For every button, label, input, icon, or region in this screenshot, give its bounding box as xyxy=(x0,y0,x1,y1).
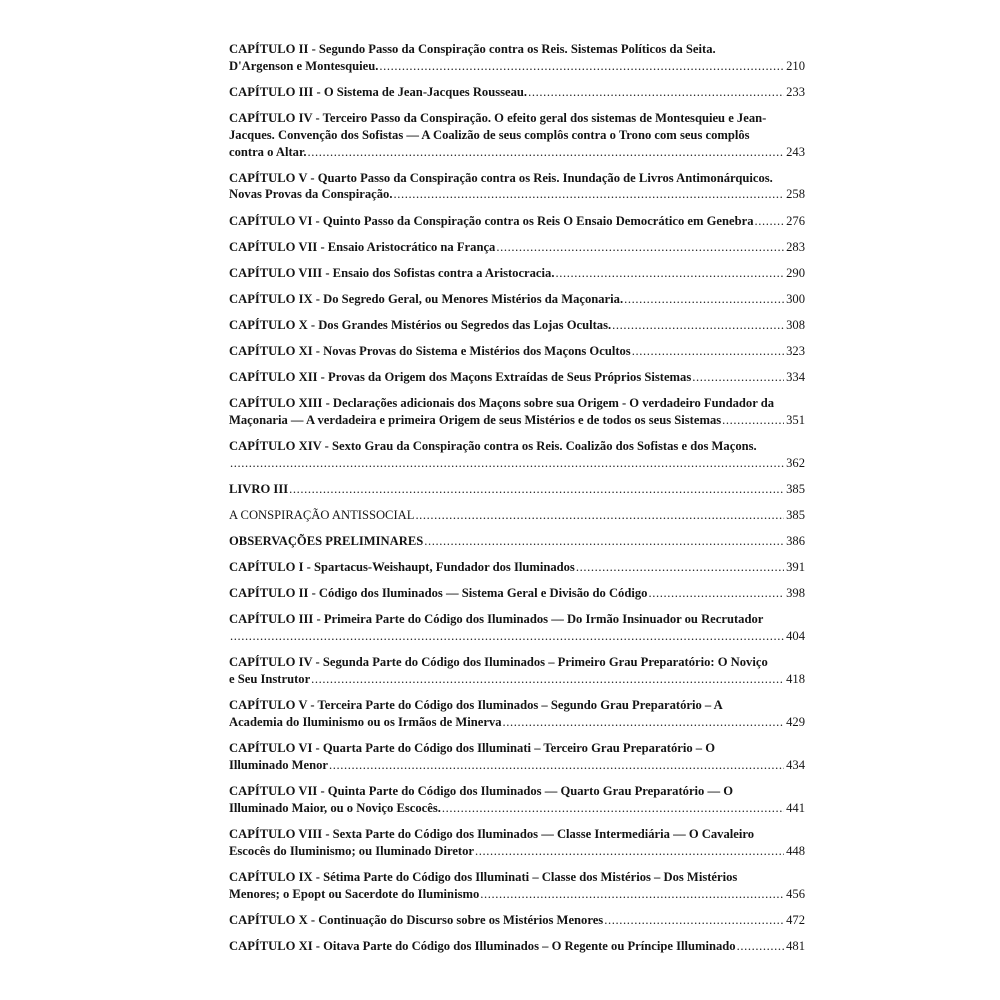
page-number: 448 xyxy=(786,843,805,858)
toc-entry-title-line: Jacques. Convenção dos Sofistas — A Coalizão de seus complôs contra o Trono com seus complôs xyxy=(229,127,750,142)
dot-leader xyxy=(722,412,784,429)
page-number: 210 xyxy=(786,58,805,73)
dot-leader xyxy=(624,291,784,308)
page-number: 276 xyxy=(786,213,805,228)
page-number: 385 xyxy=(786,482,805,496)
page-number: 391 xyxy=(786,560,805,575)
dot-leader xyxy=(308,144,785,161)
toc-entry-title-line: A CONSPIRAÇÃO ANTISSOCIAL xyxy=(229,508,415,523)
toc-entry-title-line: Illuminado Menor xyxy=(229,757,329,772)
dot-leader xyxy=(496,239,784,256)
page-number: 456 xyxy=(786,886,805,901)
toc-entry-title-line: Illuminado Maior, ou o Noviço Escocês. xyxy=(229,800,441,815)
toc-entry-title-line: CAPÍTULO VIII - Sexta Parte do Código dos Iluminados — Classe Intermediária — O Cavaleiro xyxy=(229,826,754,841)
toc-entry-title-line: contra o Altar. xyxy=(229,144,307,159)
toc-entry xyxy=(229,869,805,903)
page-number: 308 xyxy=(786,317,805,332)
toc-entry-title-line: Novas Provas da Conspiração. xyxy=(229,187,393,202)
toc-entry xyxy=(229,611,805,645)
toc-entry xyxy=(229,239,805,256)
toc-entry xyxy=(229,585,805,602)
toc-entry xyxy=(229,395,805,429)
toc-entry-title-line: CAPÍTULO VII - Quinta Parte do Código dos Iluminados — Quarto Grau Preparatório — O xyxy=(229,784,734,799)
toc-entry-title-line: CAPÍTULO VII - Ensaio Aristocrático na França xyxy=(229,239,496,254)
dot-leader xyxy=(632,343,784,360)
toc-entry-title-line: CAPÍTULO XI - Novas Provas do Sistema e Mistérios dos Maçons Ocultos xyxy=(229,344,631,359)
toc-entry xyxy=(229,110,805,160)
page-number: 404 xyxy=(786,629,805,644)
toc-entry xyxy=(229,291,805,308)
page-number: 418 xyxy=(786,672,805,687)
toc-entry xyxy=(229,559,805,576)
toc-entry-title-line: e Seu Instrutor xyxy=(229,672,311,687)
toc-entry-title-line: CAPÍTULO XII - Provas da Origem dos Maçons Extraídas de Seus Próprios Sistemas xyxy=(229,370,692,385)
toc-entry-title-line: OBSERVAÇÕES PRELIMINARES xyxy=(229,534,424,549)
dot-leader xyxy=(604,912,784,929)
toc-entry-title-line: CAPÍTULO IV - Segunda Parte do Código dos Iluminados – Primeiro Grau Preparatório: O Noviço xyxy=(229,655,768,670)
page-number: 362 xyxy=(786,455,805,470)
toc-entry xyxy=(229,41,805,75)
toc-entry xyxy=(229,740,805,774)
page-number: 283 xyxy=(786,239,805,254)
toc-entry-title-line: CAPÍTULO IX - Sétima Parte do Código dos Illuminati – Classe dos Mistérios – Dos Mistérios xyxy=(229,869,738,884)
toc-entry-title-line: CAPÍTULO X - Continuação do Discurso sobre os Mistérios Menores xyxy=(229,912,604,927)
toc-entry xyxy=(229,507,805,524)
dot-leader xyxy=(415,507,784,524)
toc-entry xyxy=(229,533,805,550)
toc-entry-title-line: Academia do Iluminismo ou os Irmãos de Minerva xyxy=(229,715,502,730)
page-number: 434 xyxy=(786,757,805,772)
toc-entry-title-line: CAPÍTULO VIII - Ensaio dos Sofistas contra a Aristocracia. xyxy=(229,265,555,280)
toc-entry-title-line: Maçonaria — A verdadeira e primeira Origem de seus Mistérios e de todos os seus Sistemas xyxy=(229,413,722,428)
dot-leader xyxy=(612,317,784,334)
page-number: 290 xyxy=(786,265,805,280)
toc-entry-title-line: CAPÍTULO VI - Quarta Parte do Código dos Illuminati – Terceiro Grau Preparatório – O xyxy=(229,741,716,756)
dot-leader xyxy=(755,213,785,230)
toc-entry xyxy=(229,912,805,929)
toc-entry-title-line: Menores; o Epopt ou Sacerdote do Iluminismo xyxy=(229,886,480,901)
dot-leader xyxy=(692,369,784,386)
toc-entry xyxy=(229,84,805,101)
page-number: 398 xyxy=(786,586,805,601)
toc-entry-title-line: CAPÍTULO V - Terceira Parte do Código dos Iluminados – Segundo Grau Preparatório – A xyxy=(229,698,723,713)
dot-leader xyxy=(311,671,784,688)
toc-entry-title-line: Escocês do Iluminismo; ou Iluminado Diretor xyxy=(229,843,475,858)
toc-entry xyxy=(229,343,805,360)
dot-leader xyxy=(442,800,784,817)
toc-entry xyxy=(229,369,805,386)
page-number: 385 xyxy=(786,508,805,523)
toc-entry xyxy=(229,826,805,860)
dot-leader xyxy=(555,265,784,282)
dot-leader xyxy=(424,533,784,550)
toc-entry xyxy=(229,438,805,472)
toc-entry-title-line: D'Argenson e Montesquieu. xyxy=(229,58,379,73)
toc-entry-title-line: CAPÍTULO I - Spartacus-Weishaupt, Fundador dos Iluminados xyxy=(229,560,575,575)
page-number: 334 xyxy=(786,370,805,385)
toc-entry-title-line: CAPÍTULO IV - Terceiro Passo da Conspiração. O efeito geral dos sistemas de Montesquieu e Jean- xyxy=(229,110,767,125)
dot-leader xyxy=(289,481,784,498)
toc-entry-title-line: CAPÍTULO II - Código dos Iluminados — Sistema Geral e Divisão do Código xyxy=(229,586,648,601)
toc-entry-title-line: CAPÍTULO XIII - Declarações adicionais dos Maçons sobre sua Origem - O verdadeiro Fundador da xyxy=(229,396,775,411)
dot-leader xyxy=(329,757,784,774)
dot-leader xyxy=(230,628,784,645)
page-number: 243 xyxy=(786,144,805,159)
toc-entry xyxy=(229,654,805,688)
dot-leader xyxy=(648,585,784,602)
toc-entry-title-line: CAPÍTULO XI - Oitava Parte do Código dos Illuminados – O Regente ou Príncipe Illuminado xyxy=(229,938,736,953)
toc-entry-title-line: CAPÍTULO VI - Quinto Passo da Conspiração contra os Reis O Ensaio Democrático em Genebra xyxy=(229,213,754,228)
toc-entry-title-line: CAPÍTULO III - Primeira Parte do Código dos Iluminados — Do Irmão Insinuador ou Recrutador xyxy=(229,612,764,627)
toc-entry xyxy=(229,170,805,204)
page-number: 441 xyxy=(786,800,805,815)
toc-entry-title-line: CAPÍTULO IX - Do Segredo Geral, ou Menores Mistérios da Maçonaria. xyxy=(229,291,624,306)
toc-entry xyxy=(229,213,805,230)
dot-leader xyxy=(503,714,785,731)
dot-leader xyxy=(230,455,784,472)
dot-leader xyxy=(576,559,784,576)
toc-entry-title-line: LIVRO III xyxy=(229,482,289,496)
page-number: 233 xyxy=(786,84,805,99)
toc-entry xyxy=(229,697,805,731)
dot-leader xyxy=(480,886,784,903)
dot-leader xyxy=(528,84,784,101)
toc-entry xyxy=(229,783,805,817)
page-number: 351 xyxy=(786,413,805,428)
page-number: 323 xyxy=(786,344,805,359)
dot-leader xyxy=(379,58,784,75)
dot-leader xyxy=(394,186,785,203)
toc-entry xyxy=(229,481,805,498)
dot-leader xyxy=(475,843,784,860)
toc-entry-title-line: CAPÍTULO XIV - Sexto Grau da Conspiração contra os Reis. Coalizão dos Sofistas e dos Maçons. xyxy=(229,439,757,454)
dot-leader xyxy=(737,938,785,955)
toc-entry-title-line: CAPÍTULO X - Dos Grandes Mistérios ou Segredos das Lojas Ocultas. xyxy=(229,317,612,332)
toc-entry xyxy=(229,938,805,955)
page-number: 472 xyxy=(786,912,805,927)
toc-entry xyxy=(229,317,805,334)
toc-entry xyxy=(229,265,805,282)
page-number: 481 xyxy=(786,938,805,953)
table-of-contents xyxy=(229,41,805,964)
page-number: 429 xyxy=(786,715,805,730)
toc-entry-title-line: CAPÍTULO II - Segundo Passo da Conspiração contra os Reis. Sistemas Políticos da Seita. xyxy=(229,42,716,56)
page-number: 386 xyxy=(786,534,805,549)
page-number: 300 xyxy=(786,291,805,306)
toc-entry-title-line: CAPÍTULO III - O Sistema de Jean-Jacques Rousseau. xyxy=(229,84,528,99)
page-number: 258 xyxy=(786,187,805,202)
toc-entry-title-line: CAPÍTULO V - Quarto Passo da Conspiração contra os Reis. Inundação de Livros Antimonárquicos. xyxy=(229,170,773,185)
